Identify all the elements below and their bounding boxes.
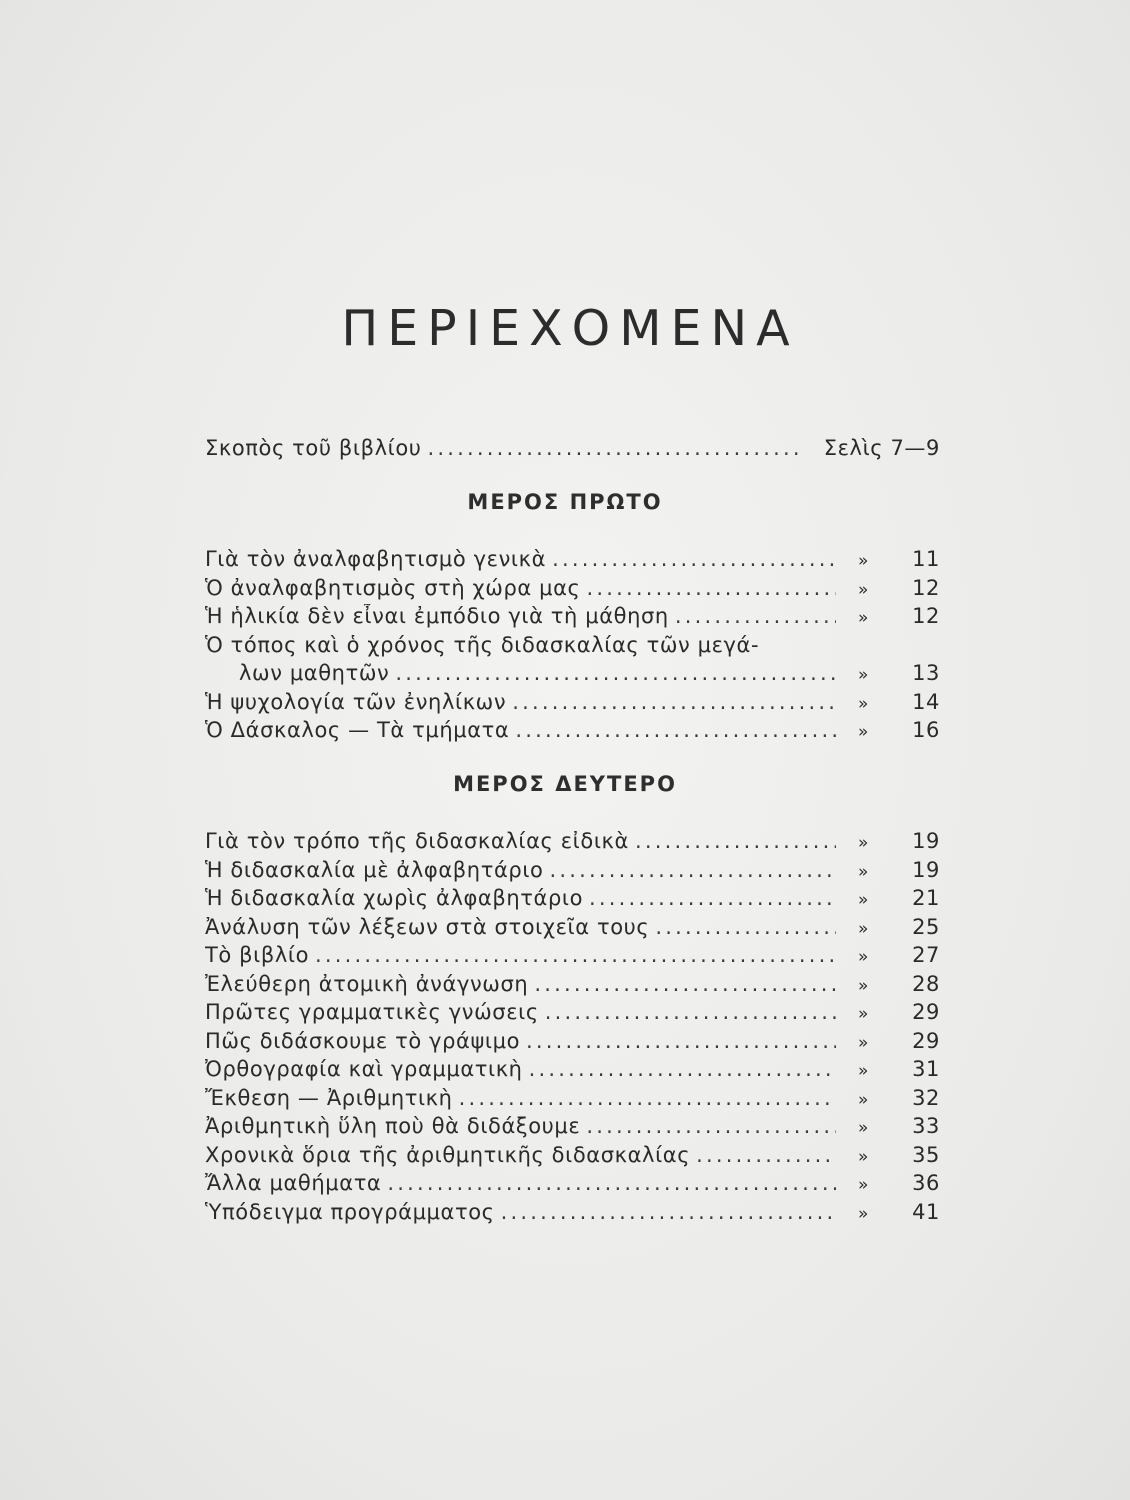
- dot-leader: [583, 886, 836, 910]
- toc-page-number: 19: [912, 829, 940, 853]
- toc-entry: [205, 1000, 940, 1029]
- ditto-mark: »: [858, 1203, 870, 1224]
- dot-leader: [453, 1086, 836, 1110]
- toc-entry: [205, 718, 940, 747]
- dot-leader: [389, 661, 836, 685]
- toc-entry-text: Ὑπόδειγμα προγράμματος: [205, 1199, 495, 1224]
- toc-entry: [205, 943, 940, 972]
- toc-page-number: 28: [912, 971, 940, 996]
- toc-entry-text: Ὁ Δάσκαλος — Τὰ τμήματα: [205, 718, 510, 742]
- dot-leader: [422, 436, 800, 460]
- ditto-mark: »: [858, 1146, 870, 1167]
- toc-page-number: 13: [912, 661, 940, 685]
- toc-page-number: 19: [912, 857, 940, 882]
- toc-page-number: 32: [912, 1085, 940, 1110]
- dot-leader: [509, 718, 836, 742]
- toc-intro: [205, 436, 940, 465]
- ditto-mark: »: [858, 1004, 870, 1024]
- section-heading-part2: ΜΕΡΟΣ ΔΕΥΤΕΡΟ: [453, 772, 677, 796]
- toc-entry-text: Σκοπὸς τοῦ βιβλίου: [205, 436, 422, 460]
- toc-entry-text: Ὁ ἀναλφαβητισμὸς στὴ χώρα μας: [205, 575, 581, 600]
- dot-leader: [381, 1171, 836, 1195]
- ditto-mark: »: [858, 579, 870, 600]
- dot-leader: [690, 1143, 836, 1167]
- toc-entry: [205, 1057, 940, 1086]
- dot-leader: [523, 1057, 836, 1081]
- toc-entry-text: Ὁ τόπος καὶ ὁ χρόνος τῆς διδασκαλίας τῶν μεγά-: [205, 632, 760, 657]
- dot-leader: [528, 972, 836, 996]
- toc-page-number: 35: [912, 1142, 940, 1167]
- toc-part2: [205, 829, 940, 1228]
- toc-entry-text: Ἡ ἡλικία δὲν εἶναι ἐμπόδιο γιὰ τὴ μάθηση: [205, 604, 669, 628]
- toc-entry-text: Ἐλεύθερη ἀτομικὴ ἀνάγνωση: [205, 971, 529, 996]
- toc-entry: [205, 886, 940, 915]
- toc-page-number: 27: [912, 943, 940, 967]
- toc-entry-text: Ἔκθεση — Ἀριθμητικὴ: [205, 1085, 453, 1110]
- toc-entry-text: Ἡ ψυχολογία τῶν ἐνηλίκων: [205, 689, 507, 714]
- toc-entry: [205, 604, 940, 633]
- dot-leader: [546, 547, 836, 571]
- toc-entry-text: Γιὰ τὸν τρόπο τῆς διδασκαλίας εἰδικὰ: [205, 829, 629, 853]
- ditto-mark: »: [858, 947, 870, 967]
- ditto-mark: »: [858, 918, 870, 939]
- toc-entry: [205, 858, 940, 887]
- toc-entry-text: Ἀριθμητικὴ ὕλη ποὺ θὰ διδάξουμε: [205, 1114, 581, 1138]
- toc-page-number: 12: [912, 575, 940, 600]
- toc-entry-intro: [205, 436, 940, 465]
- toc-entry: [205, 1029, 940, 1058]
- ditto-mark: »: [858, 975, 870, 996]
- page-title: ΠΕΡΙΕΧΟΜΕΝΑ: [341, 300, 799, 357]
- toc-entry: [205, 661, 940, 690]
- toc-entry: [205, 576, 940, 605]
- ditto-mark: »: [858, 665, 870, 685]
- ditto-mark: »: [858, 861, 870, 882]
- toc-entry-text: λων μαθητῶν: [239, 661, 390, 685]
- toc-entry: [205, 1171, 940, 1200]
- dot-leader: [539, 1000, 836, 1024]
- toc-page-number: 16: [912, 718, 940, 742]
- dot-leader: [543, 858, 836, 882]
- toc-entry: [205, 972, 940, 1001]
- section-heading-part1: ΜΕΡΟΣ ΠΡΩΤΟ: [467, 490, 663, 514]
- toc-entry-text: Ἀνάλυση τῶν λέξεων στὰ στοιχεῖα τους: [205, 914, 650, 939]
- toc-page-range: Σελὶς 7—9: [823, 436, 940, 460]
- toc-page-number: 14: [912, 689, 940, 714]
- toc-page-number: 36: [912, 1171, 940, 1195]
- toc-entry-text: Χρονικὰ ὅρια τῆς ἀριθμητικῆς διδασκαλίας: [205, 1142, 691, 1167]
- ditto-mark: »: [858, 693, 870, 714]
- dot-leader: [580, 576, 836, 600]
- dot-leader: [506, 690, 836, 714]
- toc-page-number: 41: [912, 1199, 940, 1224]
- toc-entry-text: Πρῶτες γραμματικὲς γνώσεις: [205, 1000, 539, 1024]
- dot-leader: [629, 829, 836, 853]
- ditto-mark: »: [858, 1175, 870, 1195]
- toc-page-number: 31: [912, 1057, 940, 1081]
- ditto-mark: »: [858, 1118, 870, 1138]
- toc-entry-text: Ἄλλα μαθήματα: [205, 1171, 382, 1195]
- toc-entry: [205, 690, 940, 719]
- toc-page-number: 33: [912, 1114, 940, 1138]
- toc-page-number: 25: [912, 914, 940, 939]
- toc-entry-text: Ὀρθογραφία καὶ γραμματικὴ: [205, 1057, 523, 1081]
- ditto-mark: »: [858, 890, 870, 910]
- ditto-mark: »: [858, 608, 870, 628]
- ditto-mark: »: [858, 833, 870, 853]
- toc-entry: [205, 1114, 940, 1143]
- ditto-mark: »: [858, 1061, 870, 1081]
- dot-leader: [580, 1114, 836, 1138]
- dot-leader: [649, 915, 836, 939]
- dot-leader: [309, 943, 836, 967]
- toc-entry-text: Ἡ διδασκαλία χωρὶς ἀλφαβητάριο: [205, 886, 584, 910]
- toc-entry: [205, 915, 940, 944]
- ditto-mark: »: [858, 551, 870, 571]
- toc-entry: [205, 1086, 940, 1115]
- toc-entry: [205, 1200, 940, 1229]
- toc-page-number: 29: [912, 1028, 940, 1053]
- toc-entry: [205, 633, 940, 662]
- toc-entry: [205, 829, 940, 858]
- dot-leader: [520, 1029, 836, 1053]
- toc-page-number: 12: [912, 604, 940, 628]
- toc-entry: [205, 547, 940, 576]
- toc-part1: [205, 547, 940, 747]
- toc-entry-text: Ἡ διδασκαλία μὲ ἀλφαβητάριο: [205, 857, 544, 882]
- ditto-mark: »: [858, 1032, 870, 1053]
- dot-leader: [495, 1200, 836, 1224]
- toc-entry-text: Πῶς διδάσκουμε τὸ γράψιμο: [205, 1028, 521, 1053]
- toc-page-number: 29: [912, 1000, 940, 1024]
- ditto-mark: »: [858, 1089, 870, 1110]
- toc-entry-text: Γιὰ τὸν ἀναλφαβητισμὸ γενικὰ: [205, 547, 547, 571]
- dot-leader: [669, 604, 836, 628]
- toc-page-number: 21: [912, 886, 940, 910]
- ditto-mark: »: [858, 722, 870, 742]
- toc-entry-text: Τὸ βιβλίο: [205, 943, 310, 967]
- toc-entry: [205, 1143, 940, 1172]
- toc-page-number: 11: [912, 547, 940, 571]
